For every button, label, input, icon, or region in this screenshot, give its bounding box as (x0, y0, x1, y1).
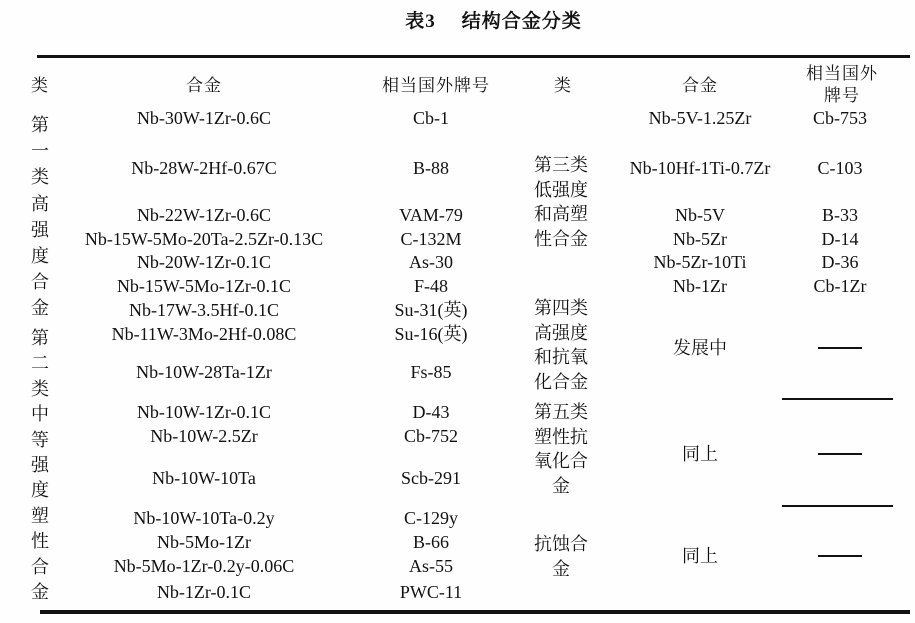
foreign-grade-cell: As-55 (409, 556, 453, 576)
class-label-char: 强 (31, 219, 49, 240)
right-table-row (0, 156, 915, 180)
foreign-grade-cell: Cb-752 (404, 426, 458, 446)
foreign-grade-cell: D-14 (821, 229, 859, 249)
foreign-grade-cell: Fs-85 (410, 362, 452, 382)
header-foreign-left: 相当国外牌号 (382, 76, 490, 95)
alloy-cell: Nb-30W-1Zr-0.6C (136, 108, 272, 128)
foreign-grade-cell (788, 544, 892, 568)
header-alloy-right: 合金 (682, 76, 718, 95)
foreign-column-separator-line (782, 505, 893, 507)
alloy-cell: Nb-1Zr (673, 276, 727, 296)
alloy-cell: 发展中 (673, 338, 727, 358)
table-title-text: 结构合金分类 (461, 11, 582, 32)
alloy-cell: Nb-5V-1.25Zr (648, 108, 752, 128)
table-title (0, 6, 915, 33)
dash-placeholder (818, 347, 862, 349)
class-label-char: 一 (31, 141, 49, 162)
class-label-char: 等 (31, 429, 49, 450)
left-table-row (0, 360, 915, 384)
foreign-grade-cell (788, 442, 892, 466)
alloy-cell: Nb-1Zr-0.1C (156, 582, 252, 602)
alloy-cell: Nb-17W-3.5Hf-0.1C (129, 300, 279, 320)
right-table-row (0, 336, 915, 360)
class-label-char: 合 (31, 272, 49, 293)
left-table-row (0, 466, 915, 490)
alloy-cell: Nb-5Mo-1Zr-0.2y-0.06C (113, 556, 295, 576)
foreign-grade-cell: VAM-79 (399, 205, 463, 225)
foreign-grade-cell: D-43 (412, 402, 450, 422)
class-label-char: 塑 (31, 505, 49, 526)
foreign-grade-cell: B-66 (413, 532, 449, 552)
table-bottom-border (40, 610, 910, 614)
right-table-row (0, 203, 915, 227)
header-foreign-right: 相当国外牌号 (806, 64, 878, 105)
class-label-char: 金 (31, 298, 49, 319)
left-table-row (0, 506, 915, 530)
foreign-grade-cell: Scb-291 (401, 468, 461, 488)
alloy-cell: Nb-10W-2.5Zr (150, 426, 258, 446)
foreign-grade-cell: Cb-1Zr (813, 276, 867, 296)
foreign-grade-cell: As-30 (409, 252, 453, 272)
alloy-cell: Nb-5Zr-10Ti (653, 252, 747, 272)
alloy-cell: Nb-15W-5Mo-1Zr-0.1C (116, 276, 292, 296)
alloy-cell: Nb-15W-5Mo-20Ta-2.5Zr-0.13C (84, 229, 324, 249)
left-table-row (0, 400, 915, 424)
right-table-row (0, 274, 915, 298)
alloy-cell: Nb-20W-1Zr-0.1C (136, 252, 272, 272)
table-top-border (37, 55, 910, 58)
class-label-char: 类 (31, 167, 49, 188)
alloy-cell: Nb-28W-2Hf-0.67C (131, 158, 277, 178)
left-table-row (0, 580, 915, 604)
class-label-char: 强 (31, 455, 49, 476)
class-label-char: 高 (31, 193, 49, 214)
alloy-cell: Nb-10W-1Zr-0.1C (136, 402, 272, 422)
alloy-cell: Nb-22W-1Zr-0.6C (136, 205, 272, 225)
alloy-cell: Nb-5Mo-1Zr (157, 532, 251, 552)
class-label-char: 第 (31, 115, 49, 135)
right-table-row (0, 227, 915, 251)
alloy-cell: Nb-10W-10Ta (152, 468, 256, 488)
left-table-row (0, 298, 915, 322)
foreign-grade-cell (788, 336, 892, 360)
dash-placeholder (818, 453, 862, 455)
alloy-cell: Nb-5V (675, 205, 725, 225)
header-class-left: 类 (31, 76, 49, 95)
class-label-block: 第五类塑性抗氧化合金 (534, 402, 588, 496)
foreign-grade-cell: D-36 (821, 252, 859, 272)
class-label-block: 第三类低强度和高塑性合金 (534, 155, 588, 249)
foreign-grade-cell: B-33 (822, 205, 858, 225)
alloy-cell: Nb-5Zr (673, 229, 727, 249)
foreign-grade-cell: Su-16(英) (394, 324, 468, 344)
alloy-cell: Nb-10W-28Ta-1Zr (136, 362, 272, 382)
foreign-grade-cell: C-129y (404, 508, 458, 528)
right-table-row (0, 106, 915, 130)
table-number: 表3 (405, 11, 436, 32)
foreign-grade-cell: Cb-1 (413, 108, 449, 128)
right-table-row (0, 250, 915, 274)
class-label-char: 金 (31, 582, 49, 603)
right-table-row (0, 544, 915, 568)
class-label-char: 度 (31, 246, 49, 267)
alloy-cell: 同上 (682, 444, 718, 464)
header-alloy-left: 合金 (186, 76, 222, 95)
alloy-cell: Nb-10W-10Ta-0.2y (133, 508, 275, 528)
alloy-cell: Nb-10Hf-1Ti-0.7Zr (629, 158, 771, 178)
foreign-grade-cell: Su-31(英) (394, 300, 468, 320)
foreign-column-separator-line (782, 398, 893, 400)
class-label-char: 第 (31, 328, 49, 348)
foreign-grade-cell: PWC-11 (399, 582, 463, 602)
class-label-char: 性 (31, 531, 49, 552)
class-label-block: 抗蚀合金 (534, 534, 588, 579)
class-label-char: 中 (31, 404, 49, 425)
class-label-char: 度 (31, 480, 49, 501)
dash-placeholder (818, 555, 862, 557)
foreign-grade-cell: C-103 (817, 158, 863, 178)
header-class-right: 类 (554, 76, 572, 95)
right-table-row (0, 442, 915, 466)
foreign-grade-cell: C-132M (400, 229, 462, 249)
alloy-cell: 同上 (682, 546, 718, 566)
foreign-grade-cell: B-88 (413, 158, 449, 178)
alloy-cell: Nb-11W-3Mo-2Hf-0.08C (111, 324, 297, 344)
foreign-grade-cell: Cb-753 (813, 108, 867, 128)
class-label-char: 二 (31, 353, 49, 374)
class-label-char: 合 (31, 556, 49, 577)
foreign-grade-cell: F-48 (413, 276, 448, 296)
class-label-block: 第四类高强度和抗氧化合金 (534, 298, 588, 392)
class-label-char: 类 (31, 378, 49, 399)
